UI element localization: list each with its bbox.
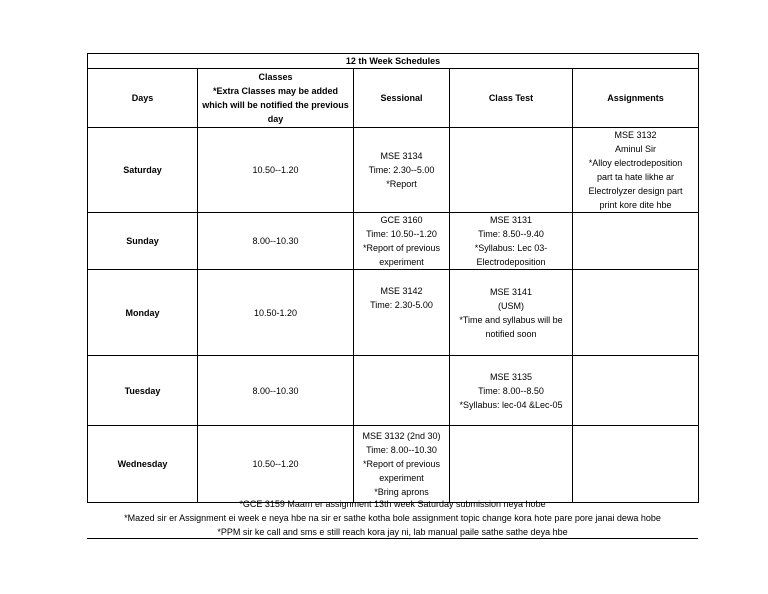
header-sessional: Sessional	[354, 69, 450, 128]
table-row	[88, 356, 699, 426]
cell-line: print kore dite hbe	[599, 200, 672, 210]
table-row	[88, 213, 699, 270]
cell-line: *Alloy electrodeposition	[588, 158, 683, 168]
class-test-cell	[450, 128, 573, 213]
header-days: Days	[88, 69, 198, 128]
table-row	[88, 426, 699, 503]
cell-line: *Bring aprons	[374, 487, 429, 497]
cell-line: Aminul Sir	[614, 144, 656, 154]
cell-line: Time: 8.00--8.50	[478, 385, 544, 396]
classes-cell: 10.50--1.20	[198, 426, 354, 503]
table-row	[88, 128, 699, 213]
header-assignments: Assignments	[573, 69, 699, 128]
assignments-cell	[573, 213, 699, 270]
note-line: *PPM sir ke call and sms e still reach kora jay ni, lab manual paile sathe sathe deya hbe	[217, 527, 568, 537]
cell-line: Electrodeposition	[476, 257, 546, 267]
header-row	[88, 69, 699, 128]
cell-line: notified soon	[485, 328, 537, 339]
table-title: 12 th Week Schedules	[88, 54, 699, 69]
notes-section	[87, 497, 698, 539]
schedule-table	[87, 53, 699, 503]
header-classes-line: *Extra Classes may be added	[212, 86, 339, 96]
cell-line: MSE 3141	[489, 286, 533, 297]
header-classes	[198, 69, 354, 128]
cell-line: MSE 3131	[489, 215, 533, 225]
sessional-cell	[354, 270, 450, 356]
sessional-cell	[354, 356, 450, 426]
cell-line: (USM)	[498, 300, 524, 311]
header-classes-line: Classes	[258, 72, 293, 82]
assignments-cell	[573, 128, 699, 213]
cell-line: MSE 3134	[380, 151, 423, 161]
cell-line: *Syllabus: lec-04 &Lec-05	[459, 399, 563, 410]
cell-line: *Time and syllabus will be	[459, 314, 563, 325]
cell-line: *Syllabus: Lec 03-	[474, 243, 548, 253]
class-test-cell	[450, 356, 573, 426]
cell-line: Time: 8.00--10.30	[366, 445, 437, 455]
class-test-cell	[450, 213, 573, 270]
title-row	[88, 54, 699, 69]
cell-line: Time: 2.30-5.00	[370, 300, 433, 310]
day-cell: Wednesday	[88, 426, 198, 503]
bottom-rule	[87, 538, 698, 539]
cell-line: Time: 8.50--9.40	[478, 229, 544, 239]
header-class-test: Class Test	[450, 69, 573, 128]
sessional-cell	[354, 128, 450, 213]
header-classes-line: day	[267, 114, 284, 124]
cell-line: *Report of previous	[362, 243, 441, 253]
day-cell: Saturday	[88, 128, 198, 213]
note-line: *Mazed sir er Assignment ei week e neya hbe na sir er sathe kotha bole assignment topic change kora hote pare pore janai dewa hobe	[124, 513, 661, 523]
table-row	[88, 270, 699, 356]
sessional-cell	[354, 213, 450, 270]
cell-line: MSE 3132 (2nd 30)	[362, 431, 441, 441]
cell-line: experiment	[379, 473, 424, 483]
classes-cell: 10.50-1.20	[198, 270, 354, 356]
cell-line: part ta hate likhe ar	[596, 172, 675, 182]
class-test-cell	[450, 426, 573, 503]
cell-line: Electrolyzer design part	[588, 186, 683, 196]
cell-line: *Report	[386, 179, 417, 189]
cell-line: experiment	[379, 257, 424, 267]
assignments-cell	[573, 356, 699, 426]
classes-cell: 8.00--10.30	[198, 213, 354, 270]
day-cell: Monday	[88, 270, 198, 356]
cell-line: Time: 10.50--1.20	[366, 229, 437, 239]
assignments-cell	[573, 426, 699, 503]
assignments-cell	[573, 270, 699, 356]
cell-line: MSE 3142	[380, 286, 423, 296]
classes-cell: 10.50--1.20	[198, 128, 354, 213]
cell-line: GCE 3160	[380, 215, 423, 225]
classes-cell: 8.00--10.30	[198, 356, 354, 426]
day-cell: Sunday	[88, 213, 198, 270]
cell-line: Time: 2.30--5.00	[368, 165, 435, 175]
cell-line: MSE 3135	[489, 371, 533, 382]
note-line: *GCE 3159 Maam er assignment 13th week Saturday submission neya hobe	[239, 499, 546, 509]
cell-line: MSE 3132	[614, 130, 657, 140]
sessional-cell	[354, 426, 450, 503]
day-cell: Tuesday	[88, 356, 198, 426]
header-classes-line: which will be notified the previous	[202, 100, 349, 110]
cell-line: *Report of previous	[362, 459, 441, 469]
class-test-cell	[450, 270, 573, 356]
